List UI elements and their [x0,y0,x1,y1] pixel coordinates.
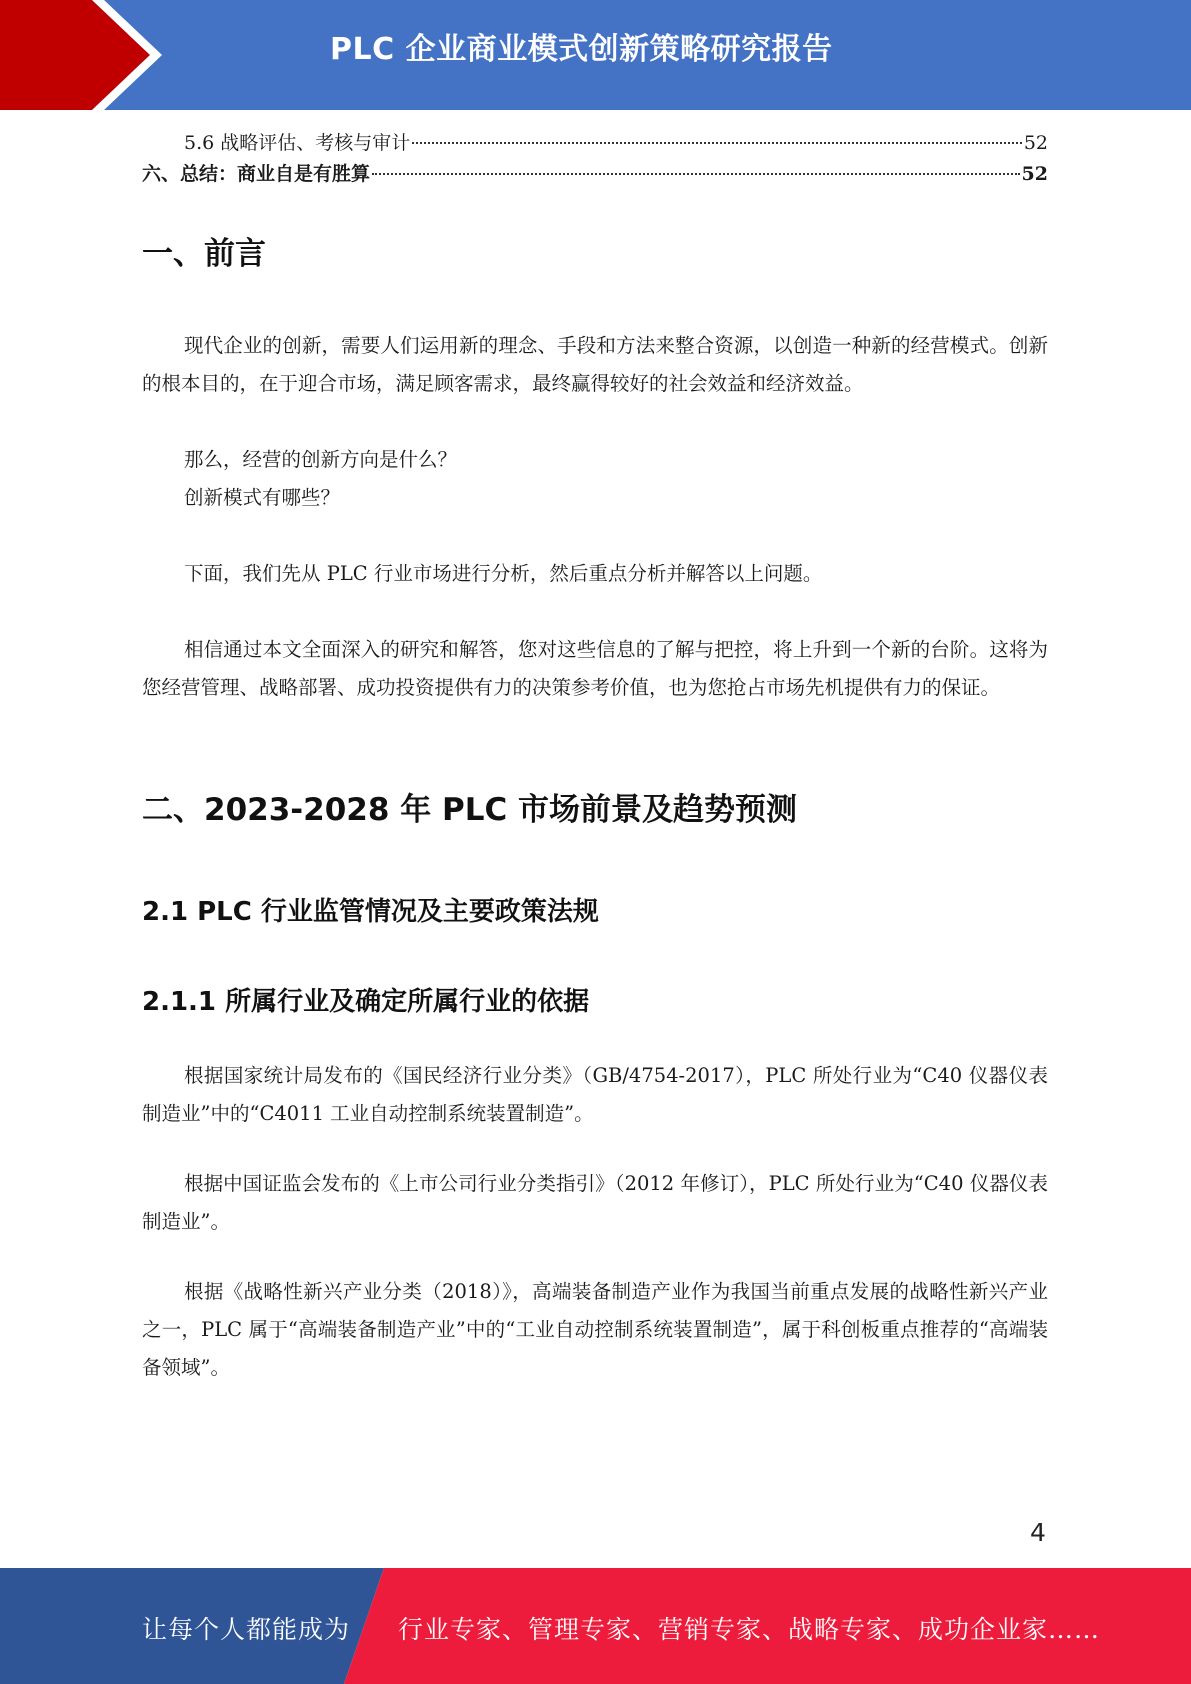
report-title: PLC 企业商业模式创新策略研究报告 [330,32,833,67]
toc-entry[interactable] [142,159,1048,189]
heading-2-1-1: 2.1.1 所属行业及确定所属行业的依据 [142,987,590,1017]
footer-slogan-left: 让每个人都能成为 [142,1615,351,1644]
toc-entry-label: 六、总结：商业自是有胜算 [142,163,371,185]
heading-2-1: 2.1 PLC 行业监管情况及主要政策法规 [142,897,599,927]
page-number: 4 [1030,1518,1046,1547]
toc-leader [372,173,1020,175]
footer-banner [0,1568,1191,1684]
toc-entry[interactable] [184,128,1048,158]
paragraph: 根据国家统计局发布的《国民经济行业分类》（GB/4754-2017），PLC 所处行业为“C40 仪器仪表制造业”中的“C4011 工业自动控制系统装置制造”。 [142,1064,1048,1125]
paragraph: 根据中国证监会发布的《上市公司行业分类指引》（2012 年修订），PLC 所处行业为“C40 仪器仪表制造业”。 [142,1172,1048,1233]
toc-entry-page: 52 [1021,163,1048,185]
header-banner [0,0,1191,110]
heading-market-outlook: 二、2023-2028 年 PLC 市场前景及趋势预测 [142,792,798,828]
toc-leader [412,142,1022,144]
paragraph: 下面，我们先从 PLC 行业市场进行分析，然后重点分析并解答以上问题。 [184,562,823,585]
paragraph: 相信通过本文全面深入的研究和解答，您对这些信息的了解与把控，将上升到一个新的台阶。这将为您经营管理、战略部署、成功投资提供有力的决策参考价值，也为您抢占市场先机提供有力的保证。 [142,638,1048,699]
footer-slogan-right: 行业专家、管理专家、营销专家、战略专家、成功企业家…… [398,1615,1101,1644]
heading-preface: 一、前言 [142,236,266,272]
paragraph: 创新模式有哪些？ [184,486,341,509]
paragraph: 现代企业的创新，需要人们运用新的理念、手段和方法来整合资源，以创造一种新的经营模式。创新的根本目的，在于迎合市场，满足顾客需求，最终赢得较好的社会效益和经济效益。 [142,334,1048,395]
paragraph: 根据《战略性新兴产业分类（2018）》，高端装备制造产业作为我国当前重点发展的战略性新兴产业之一，PLC 属于“高端装备制造产业”中的“工业自动控制系统装置制造”，属于科创板重点推荐的“高端装备领域”。 [142,1280,1048,1379]
paragraph: 那么，经营的创新方向是什么？ [184,448,458,471]
toc-entry-label: 5.6 战略评估、考核与审计 [184,132,411,154]
toc-entry-page: 52 [1023,132,1048,154]
